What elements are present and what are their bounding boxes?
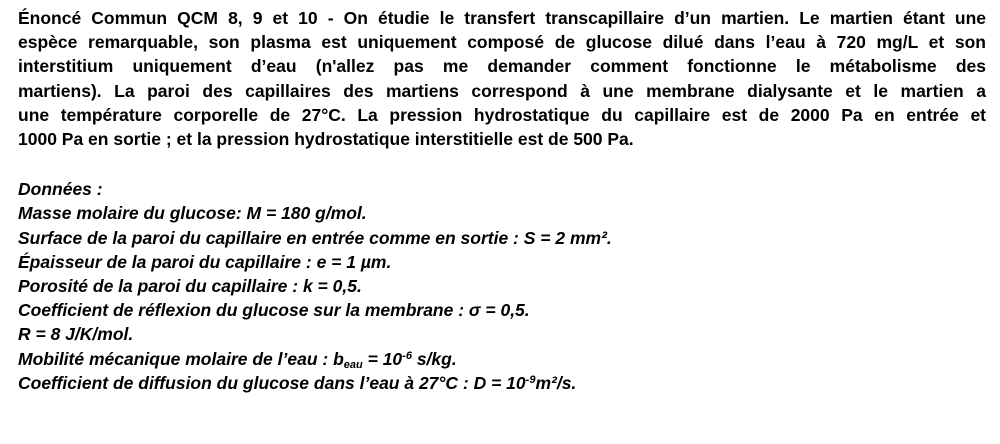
mobilite-mid: = 10: [362, 348, 403, 369]
statement-line-3: interstitium uniquement d’eau (n'allez pas me demander comment fonctionne le métabolisme des: [18, 56, 986, 77]
donnee-surface: Surface de la paroi du capillaire en entrée comme en sortie : S = 2 mm².: [18, 227, 612, 248]
diffusion-exponent: -9: [525, 373, 536, 386]
statement-line-6: 1000 Pa en sortie ; et la pression hydrostatique interstitielle est de 500 Pa.: [18, 129, 634, 150]
diffusion-prefix: Coefficient de diffusion du glucose dans l’eau à 27°C : D = 10: [18, 372, 526, 393]
mobilite-prefix: Mobilité mécanique molaire de l’eau : b: [18, 348, 344, 369]
statement-line-1: Énoncé Commun QCM 8, 9 et 10 - On étudie le transfert transcapillaire d’un martien. Le martien étant une: [18, 8, 986, 28]
mobilite-suffix: s/kg.: [411, 348, 457, 369]
donnee-masse-molaire: Masse molaire du glucose: M = 180 g/mol.: [18, 203, 367, 224]
donnee-porosite: Porosité de la paroi du capillaire : k = 0,5.: [18, 276, 362, 297]
mobilite-subscript: eau: [343, 359, 363, 372]
paragraph-gap: [18, 151, 986, 177]
statement-line-4: martiens). La paroi des capillaires des martiens correspond à une membrane dialysante et le martien a: [18, 80, 986, 101]
donnees-heading: Données :: [18, 179, 103, 200]
donnees-list: [18, 177, 986, 395]
diffusion-suffix: m²/s.: [535, 372, 577, 393]
statement-line-5: une température corporelle de 27°C. La pression hydrostatique du capillaire est de 2000 Pa en entrée et: [18, 104, 986, 125]
donnee-diffusion-glucose: [18, 371, 986, 395]
donnee-epaisseur: Épaisseur de la paroi du capillaire : e = 1 µm.: [18, 251, 392, 272]
donnee-mobilite-eau: [18, 347, 986, 371]
statement-line-2: espèce remarquable, son plasma est uniquement composé de glucose dilué dans l’eau à 720 mg/L et son: [18, 32, 986, 53]
donnee-constante-gaz: R = 8 J/K/mol.: [18, 324, 134, 345]
statement-paragraph: [18, 6, 986, 151]
mobilite-exponent: -6: [402, 349, 412, 362]
donnee-coefficient-reflexion: Coefficient de réflexion du glucose sur la membrane : σ = 0,5.: [18, 300, 530, 321]
